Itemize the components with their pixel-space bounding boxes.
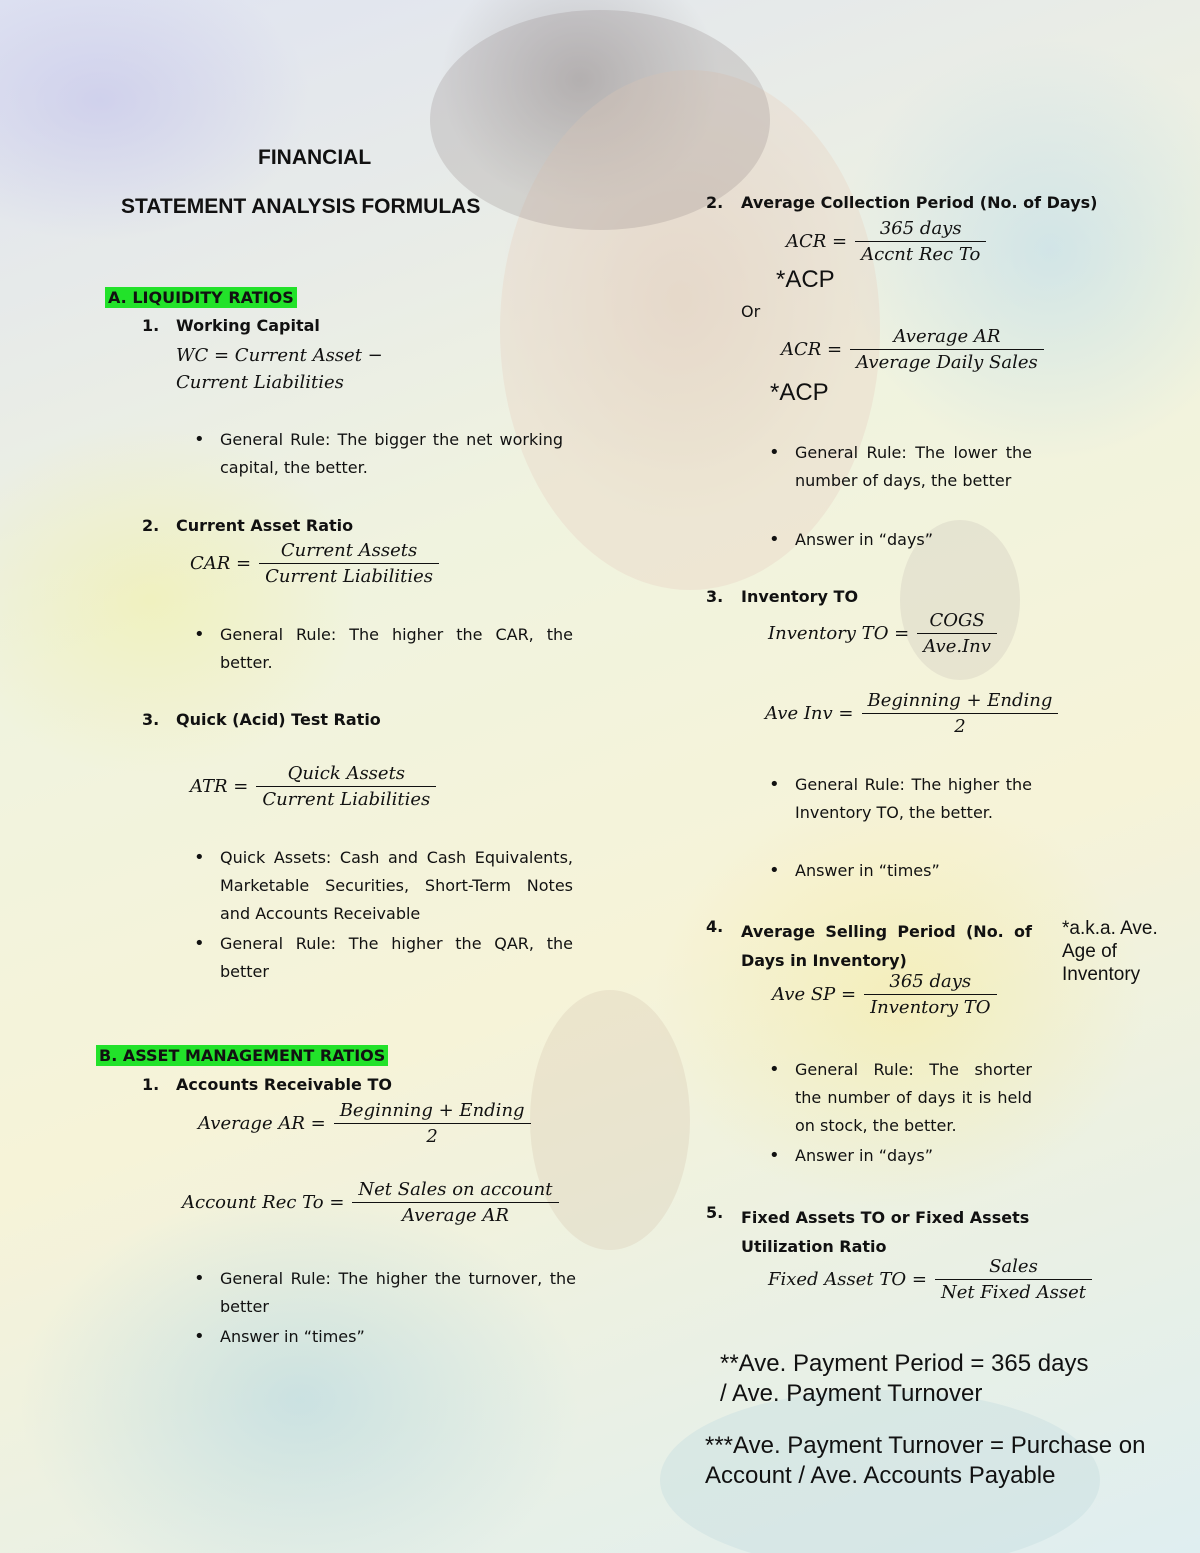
item-number: 5. xyxy=(706,1203,724,1222)
formula-denominator: Current Liabilities xyxy=(256,786,436,810)
bullet-rule: • General Rule: The shorter the number of days it is held on stock, the better. xyxy=(795,1056,1032,1140)
page-title-line1: FINANCIAL xyxy=(258,146,372,169)
item-number: 2. xyxy=(142,516,160,535)
quick-ratio-formula xyxy=(190,763,436,810)
formula-denominator: Average Daily Sales xyxy=(850,349,1044,373)
formula-lhs: ACR = xyxy=(786,231,848,252)
working-capital-heading: Working Capital xyxy=(176,316,320,335)
formula-denominator: Accnt Rec To xyxy=(855,241,986,265)
formula-denominator: Inventory TO xyxy=(864,994,996,1018)
page-title-line2: STATEMENT ANALYSIS FORMULAS xyxy=(121,195,481,218)
formula-numerator: Beginning + Ending xyxy=(867,690,1053,711)
item-number: 3. xyxy=(706,587,724,606)
formula-lhs: Inventory TO = xyxy=(768,623,910,644)
working-capital-formula: WC = Current Asset − xyxy=(176,345,383,366)
inventory-to-formula xyxy=(768,610,997,657)
formula-numerator: Current Assets xyxy=(280,540,418,561)
formula-lhs: Fixed Asset TO = xyxy=(768,1269,927,1290)
account-rec-to-formula xyxy=(182,1179,559,1226)
fixed-assets-to-heading: Fixed Assets TO or Fixed Assets Utilization Ratio xyxy=(741,1208,1030,1256)
bullet-answer: • Answer in “days” xyxy=(795,526,1032,554)
formula-numerator: 365 days xyxy=(879,218,962,239)
payment-period-note: **Ave. Payment Period = 365 days / Ave. Payment Turnover xyxy=(720,1350,1089,1407)
quick-ratio-heading: Quick (Acid) Test Ratio xyxy=(176,710,381,729)
formula-lhs: Account Rec To = xyxy=(182,1192,345,1213)
formula-numerator: Beginning + Ending xyxy=(339,1100,525,1121)
formula-lhs: CAR = xyxy=(190,553,252,574)
formula-denominator: 2 xyxy=(862,713,1059,737)
acp-label: *ACP xyxy=(770,379,829,406)
avg-selling-period-heading: Average Selling Period (No. of Days in Inventory) xyxy=(741,922,1032,970)
aka-note: *a.k.a. Ave. Age of Inventory xyxy=(1062,918,1158,985)
inventory-to-heading: Inventory TO xyxy=(741,587,859,606)
item-number: 1. xyxy=(142,1075,160,1094)
or-label: Or xyxy=(741,302,761,321)
formula-lhs: Ave SP = xyxy=(772,984,857,1005)
formula-lhs: Ave Inv = xyxy=(765,703,854,724)
fixed-asset-to-formula xyxy=(768,1256,1092,1303)
current-asset-ratio-formula xyxy=(190,540,439,587)
formula-numerator: Sales xyxy=(989,1256,1038,1277)
acr-alt-formula xyxy=(781,326,1044,373)
bullet-rule: • General Rule: The bigger the net working capital, the better. xyxy=(220,426,563,482)
payment-turnover-note: ***Ave. Payment Turnover = Purchase on Account / Ave. Accounts Payable xyxy=(705,1432,1146,1489)
bullet-rule: • General Rule: The higher the Inventory TO, the better. xyxy=(795,771,1032,827)
formula-denominator: 2 xyxy=(334,1123,531,1147)
accounts-receivable-to-heading: Accounts Receivable TO xyxy=(176,1075,392,1094)
bullet-rule: • General Rule: The higher the turnover, the better xyxy=(220,1265,576,1321)
item-number: 4. xyxy=(706,917,724,936)
formula-denominator: Average AR xyxy=(352,1202,558,1226)
bullet-rule: • General Rule: The higher the CAR, the better. xyxy=(220,621,573,677)
formula-lhs: ACR = xyxy=(781,339,843,360)
formula-numerator: 365 days xyxy=(889,971,972,992)
acr-formula xyxy=(786,218,986,265)
acp-label: *ACP xyxy=(776,266,835,293)
current-asset-ratio-heading: Current Asset Ratio xyxy=(176,516,354,535)
bullet-answer: • Answer in “times” xyxy=(795,857,1032,885)
formula-numerator: COGS xyxy=(929,610,985,631)
bullet-rule: • General Rule: The lower the number of days, the better xyxy=(795,439,1032,495)
average-ar-formula xyxy=(198,1100,531,1147)
bullet-quick-assets: • Quick Assets: Cash and Cash Equivalents, Marketable Securities, Short-Term Notes and Accounts Receivable xyxy=(220,844,573,928)
section-asset-management-ratios: B. ASSET MANAGEMENT RATIOS xyxy=(96,1045,388,1066)
formula-lhs: Average AR = xyxy=(198,1113,326,1134)
formula-numerator: Net Sales on account xyxy=(358,1179,553,1200)
ave-sp-formula xyxy=(772,971,997,1018)
formula-denominator: Net Fixed Asset xyxy=(935,1279,1092,1303)
formula-denominator: Current Liabilities xyxy=(259,563,439,587)
bullet-rule: • General Rule: The higher the QAR, the better xyxy=(220,930,573,986)
item-number: 2. xyxy=(706,193,724,212)
formula-lhs: ATR = xyxy=(190,776,249,797)
formula-denominator: Ave.Inv xyxy=(917,633,997,657)
section-liquidity-ratios: A. LIQUIDITY RATIOS xyxy=(105,287,297,308)
item-number: 1. xyxy=(142,316,160,335)
avg-collection-period-heading: Average Collection Period (No. of Days) xyxy=(741,193,1098,212)
bullet-answer: • Answer in “times” xyxy=(220,1323,576,1351)
working-capital-formula-cont: Current Liabilities xyxy=(176,372,344,393)
formula-numerator: Quick Assets xyxy=(287,763,406,784)
ave-inv-formula xyxy=(765,690,1058,737)
formula-numerator: Average AR xyxy=(893,326,1001,347)
bullet-answer: • Answer in “days” xyxy=(795,1142,1032,1170)
item-number: 3. xyxy=(142,710,160,729)
